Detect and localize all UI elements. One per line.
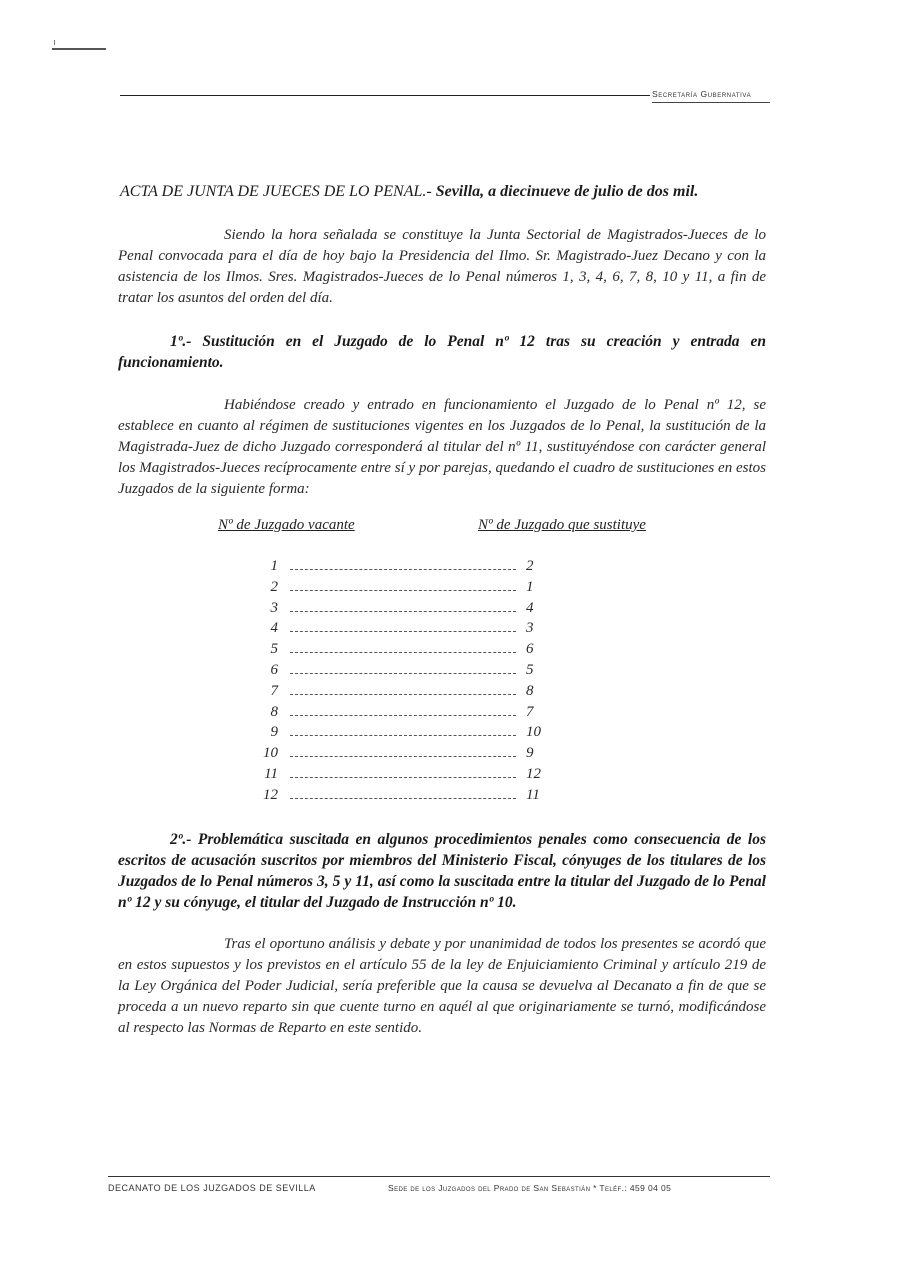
- dash-leader: [290, 642, 516, 653]
- table-row: [250, 641, 550, 662]
- title-lead: ACTA DE JUNTA DE JUECES DE LO PENAL.-: [120, 183, 432, 200]
- table-row: [250, 724, 550, 745]
- table-row: [250, 579, 550, 600]
- dash-leader: [290, 663, 516, 674]
- scan-mark: [52, 48, 106, 50]
- table-row: [250, 600, 550, 621]
- table-row: [250, 704, 550, 725]
- dash-leader: [290, 559, 516, 570]
- sustituye-number: 11: [526, 786, 540, 803]
- sustituye-number: 8: [526, 682, 534, 699]
- substitution-table: [250, 558, 550, 808]
- vacante-number: 8: [270, 703, 278, 720]
- dash-leader: [290, 767, 516, 778]
- vacante-number: 10: [263, 745, 278, 762]
- title-place-date: Sevilla, a diecinueve de julio de dos mil.: [435, 183, 699, 200]
- dash-leader: [290, 684, 516, 695]
- dash-leader: [290, 601, 516, 612]
- footer-rule: [108, 1176, 770, 1177]
- vacante-number: 7: [270, 682, 278, 699]
- table-row: [250, 683, 550, 704]
- dash-leader: [290, 725, 516, 736]
- item2-heading: 2º.- Problemática suscitada en algunos procedimientos penales como consecuencia de los escritos de acusación suscritos por miembros del Ministerio Fiscal, cónyuges de los titulares de los Juzgados de lo Penal números 3, 5 y 11, así como la suscitada entre la titular del Juzgado de lo Penal nº 12 y su cónyuge, el titular del Juzgado de Instrucción nº 10.: [118, 831, 766, 911]
- document-title: [120, 183, 770, 201]
- footer-office: DECANATO DE LOS JUZGADOS DE SEVILLA: [108, 1183, 316, 1193]
- sustituye-number: 2: [526, 558, 534, 574]
- vacante-number: 12: [263, 786, 278, 803]
- table-row: [250, 620, 550, 641]
- column-header-vacante: Nº de Juzgado vacante: [218, 517, 355, 533]
- dash-leader: [290, 580, 516, 591]
- header-org: Secretaría Gubernativa: [652, 89, 752, 99]
- vacante-number: 4: [270, 620, 278, 637]
- vacante-number: 11: [264, 765, 278, 782]
- header-rule-short: [652, 102, 770, 103]
- table-row: [250, 766, 550, 787]
- scan-mark: [54, 40, 55, 45]
- vacante-number: 3: [270, 599, 278, 616]
- dash-leader: [290, 746, 516, 757]
- dash-leader: [290, 621, 516, 632]
- sustituye-number: 4: [526, 599, 534, 616]
- header-rule: [120, 95, 650, 96]
- vacante-number: 2: [270, 578, 278, 595]
- item1-body: Habiéndose creado y entrado en funcionamiento el Juzgado de lo Penal nº 12, se establece en cuanto al régimen de sustituciones vigentes en los Juzgados de lo Penal, la sustitución de la Magistrada-Juez de dicho Juzgado corresponderá al titular del nº 11, sustituyéndose con carácter general los Magistrados-Jueces recíprocamente entre sí y por parejas, quedando el cuadro de sustituciones en estos Juzgados de la siguiente forma:: [118, 397, 766, 497]
- vacante-number: 1: [270, 558, 278, 574]
- sustituye-number: 12: [526, 765, 541, 782]
- sustituye-number: 3: [526, 620, 534, 637]
- sustituye-number: 7: [526, 703, 534, 720]
- table-row: [250, 787, 550, 808]
- vacante-number: 6: [270, 661, 278, 678]
- sustituye-number: 1: [526, 578, 534, 595]
- table-row: [250, 745, 550, 766]
- dash-leader: [290, 705, 516, 716]
- table-row: [250, 662, 550, 683]
- sustituye-number: 10: [526, 724, 541, 741]
- table-row: [250, 558, 550, 579]
- sustituye-number: 6: [526, 641, 534, 658]
- sustituye-number: 5: [526, 661, 534, 678]
- item2-body: Tras el oportuno análisis y debate y por unanimidad de todos los presentes se acordó que en estos supuestos y los previstos en el artículo 55 de la ley de Enjuiciamiento Criminal y artículo 219 de la Ley Orgánica del Poder Judicial, sería preferible que la causa se devuelva al Decanato a fin de que se proceda a un nuevo reparto sin que cuente turno en aquél al que originariamente se turnó, modificándose al respecto las Normas de Reparto en este sentido.: [118, 936, 766, 1036]
- item1-heading: 1º.- Sustitución en el Juzgado de lo Penal nº 12 tras su creación y entrada en funcionamiento.: [118, 333, 766, 371]
- vacante-number: 9: [270, 724, 278, 741]
- dash-leader: [290, 788, 516, 799]
- footer-address: Sede de los Juzgados del Prado de San Sebastián * Teléf.: 459 04 05: [388, 1183, 672, 1193]
- vacante-number: 5: [270, 641, 278, 658]
- sustituye-number: 9: [526, 745, 534, 762]
- intro-paragraph: Siendo la hora señalada se constituye la Junta Sectorial de Magistrados-Jueces de lo Penal convocada para el día de hoy bajo la Presidencia del Ilmo. Sr. Magistrado-Juez Decano y con la asistencia de los Ilmos. Sres. Magistrados-Jueces de lo Penal números 1, 3, 4, 6, 7, 8, 10 y 11, a fin de tratar los asuntos del orden del día.: [118, 227, 766, 306]
- column-header-sustituye: Nº de Juzgado que sustituye: [478, 517, 646, 533]
